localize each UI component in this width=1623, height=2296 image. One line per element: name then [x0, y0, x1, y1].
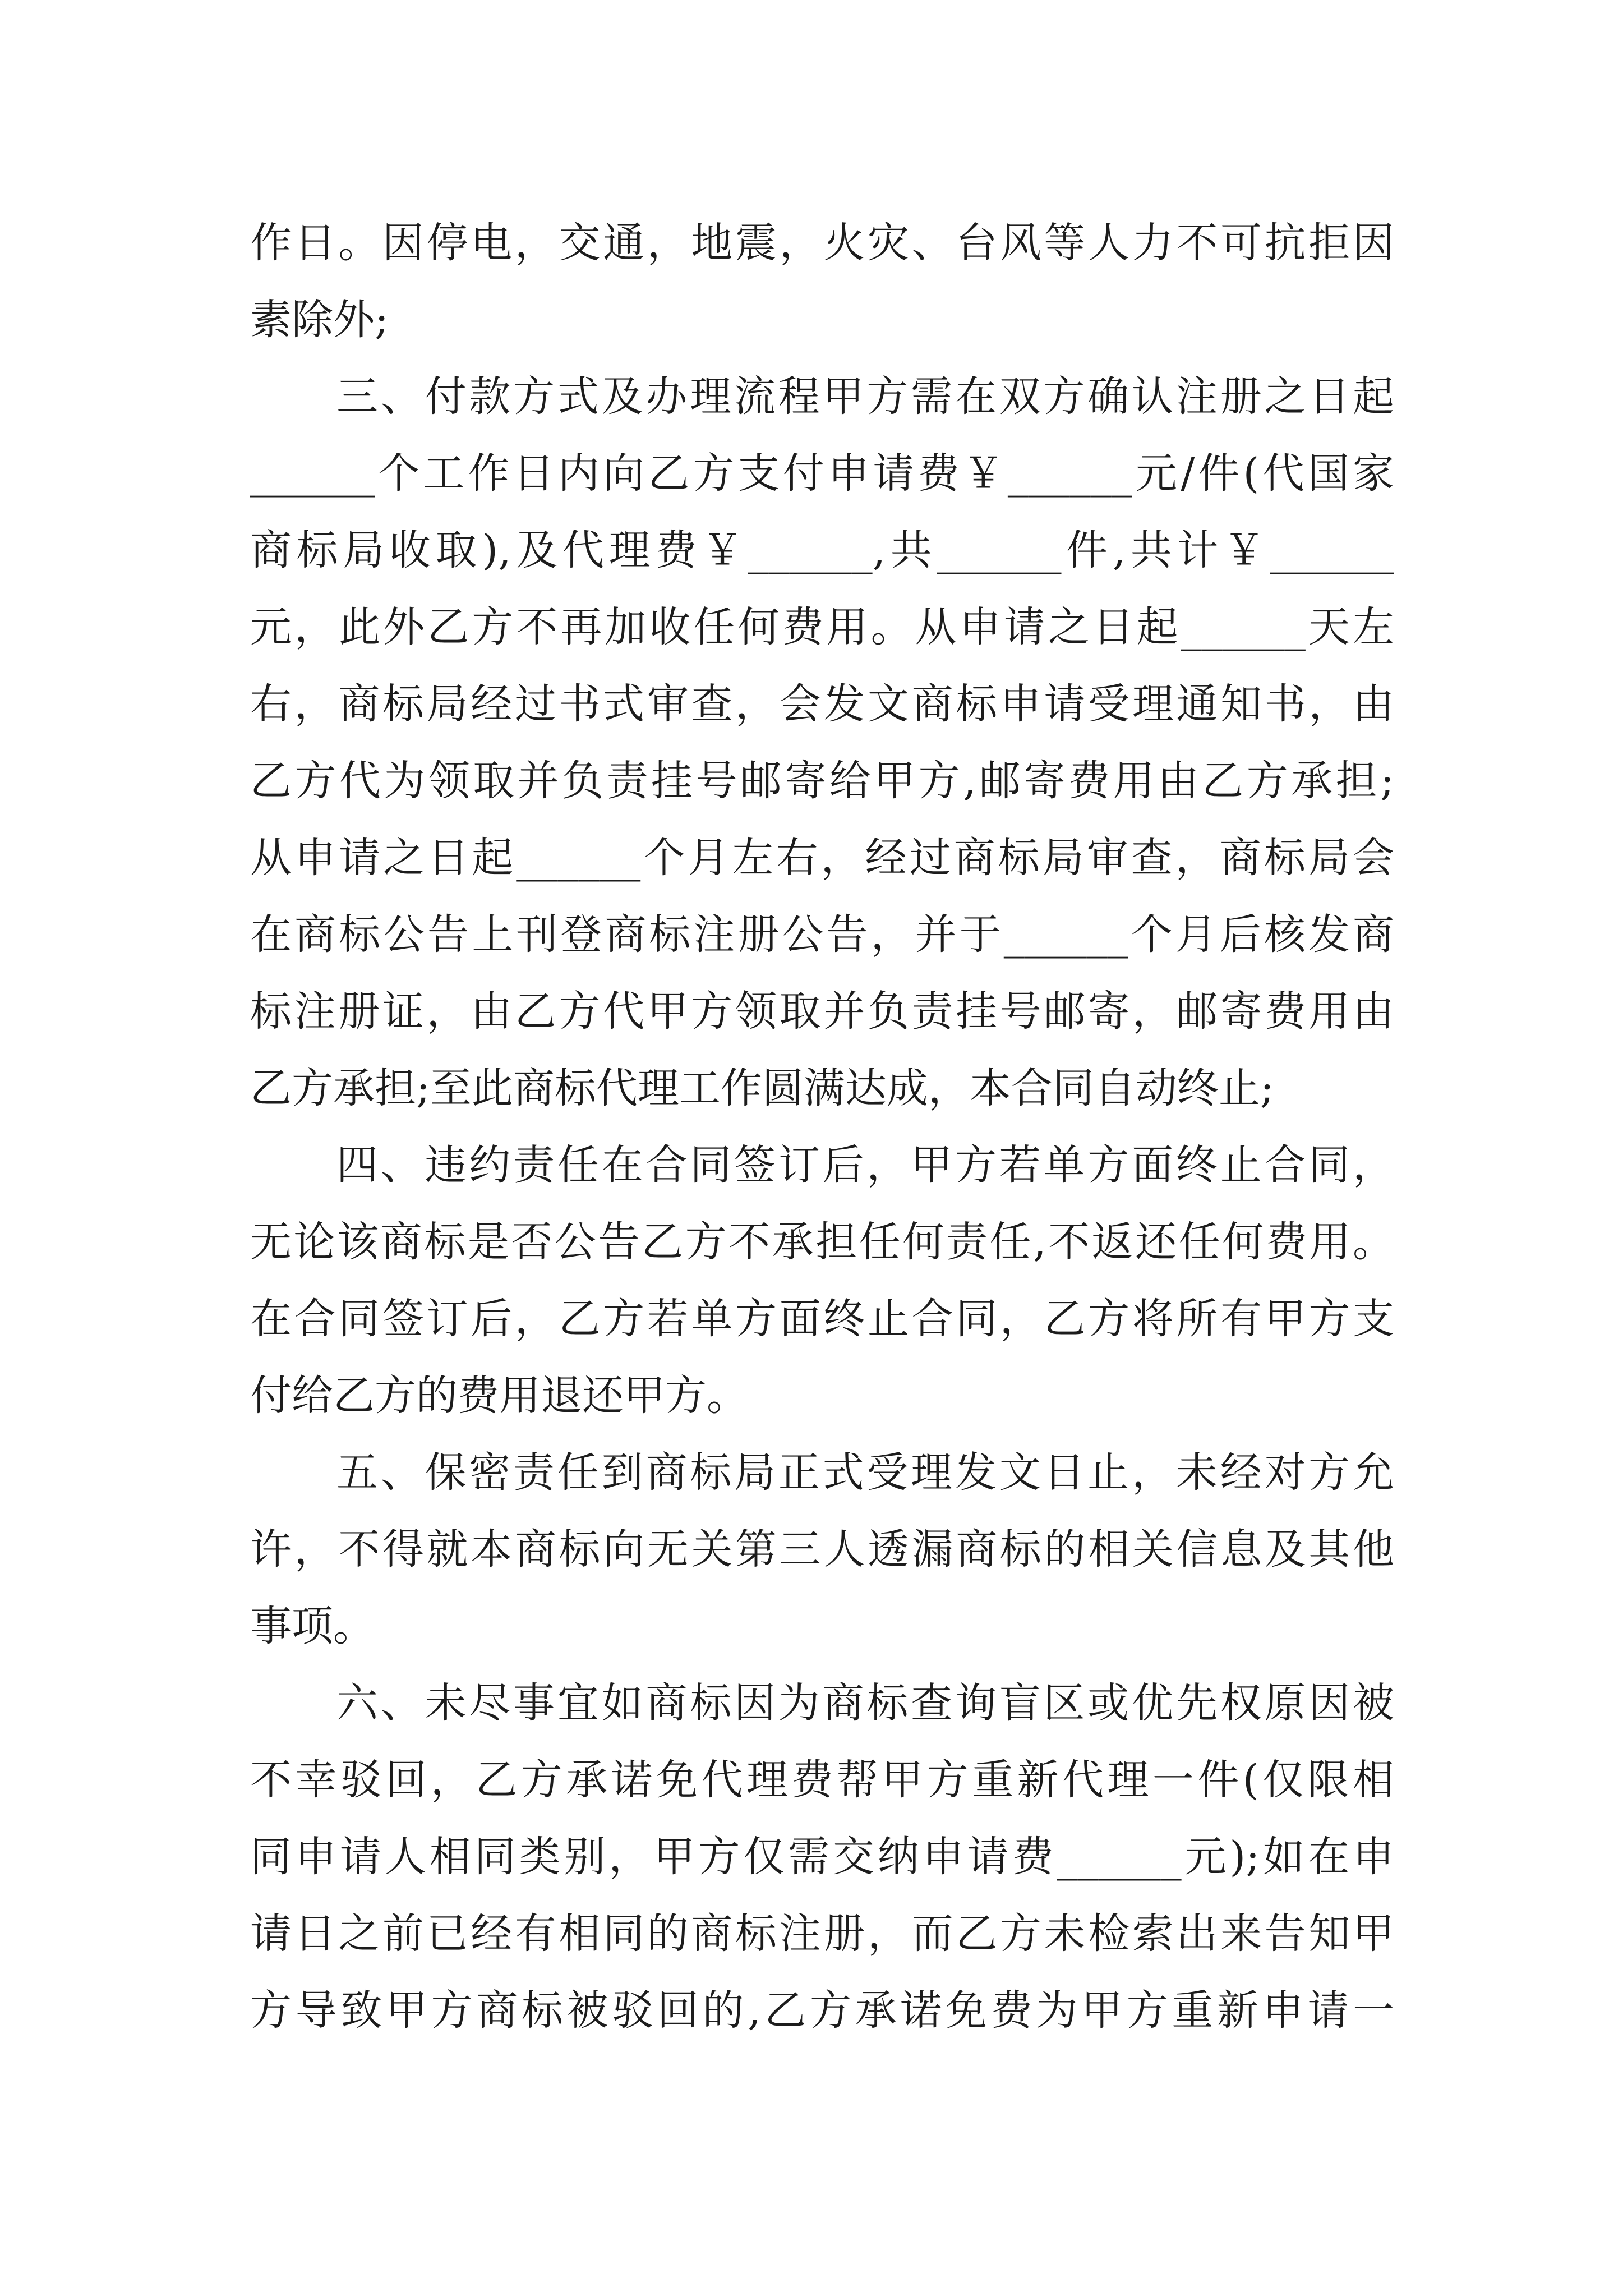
text-line: 乙方承担;至此商标代理工作圆满达成，本合同自动终止;	[250, 1064, 1274, 1112]
text-line: 付给乙方的费用退还甲方。	[250, 1372, 748, 1420]
text-line: 从申请之日起______个月左右，经过商标局审查，商标局会	[250, 834, 1394, 882]
text-line: 乙方代为领取并负责挂号邮寄给甲方,邮寄费用由乙方承担;	[250, 757, 1394, 805]
paragraph-five-first-line: 五、保密责任到商标局正式受理发文日止，未经对方允	[336, 1448, 1394, 1497]
text-line: 标注册证，由乙方代甲方领取并负责挂号邮寄，邮寄费用由	[250, 987, 1394, 1036]
text-line: 在合同签订后，乙方若单方面终止合同，乙方将所有甲方支	[250, 1295, 1394, 1343]
text-line: 在商标公告上刊登商标注册公告，并于______个月后核发商	[250, 910, 1394, 959]
text-line: 右，商标局经过书式审查，会发文商标申请受理通知书，由	[250, 680, 1394, 728]
text-line: 元，此外乙方不再加收任何费用。从申请之日起______天左	[250, 603, 1394, 651]
text-line: 请日之前已经有相同的商标注册，而乙方未检索出来告知甲	[250, 1910, 1394, 1958]
text-line: 素除外;	[250, 296, 389, 344]
text-line: 商标局收取),及代理费￥______,共______件,共计￥______	[250, 526, 1394, 574]
text-line: 事项。	[250, 1602, 375, 1650]
text-line: 许，不得就本商标向无关第三人透漏商标的相关信息及其他	[250, 1525, 1394, 1573]
text-line: 同申请人相同类别，甲方仅需交纳申请费______元);如在申	[250, 1833, 1394, 1881]
text-line: 无论该商标是否公告乙方不承担任何责任,不返还任何费用。	[250, 1218, 1394, 1266]
text-line: 不幸驳回，乙方承诺免代理费帮甲方重新代理一件(仅限相	[250, 1756, 1394, 1804]
paragraph-three-first-line: 三、付款方式及办理流程甲方需在双方确认注册之日起	[336, 372, 1394, 421]
text-line: 方导致甲方商标被驳回的,乙方承诺免费为甲方重新申请一	[250, 1986, 1394, 2035]
text-line: ______个工作日内向乙方支付申请费￥______元/件(代国家	[250, 449, 1394, 498]
text-line: 作日。因停电，交通，地震，火灾、台风等人力不可抗拒因	[250, 219, 1394, 267]
paragraph-four-first-line: 四、违约责任在合同签订后，甲方若单方面终止合同，	[336, 1141, 1394, 1189]
paragraph-six-first-line: 六、未尽事宜如商标因为商标查询盲区或优先权原因被	[336, 1679, 1394, 1727]
